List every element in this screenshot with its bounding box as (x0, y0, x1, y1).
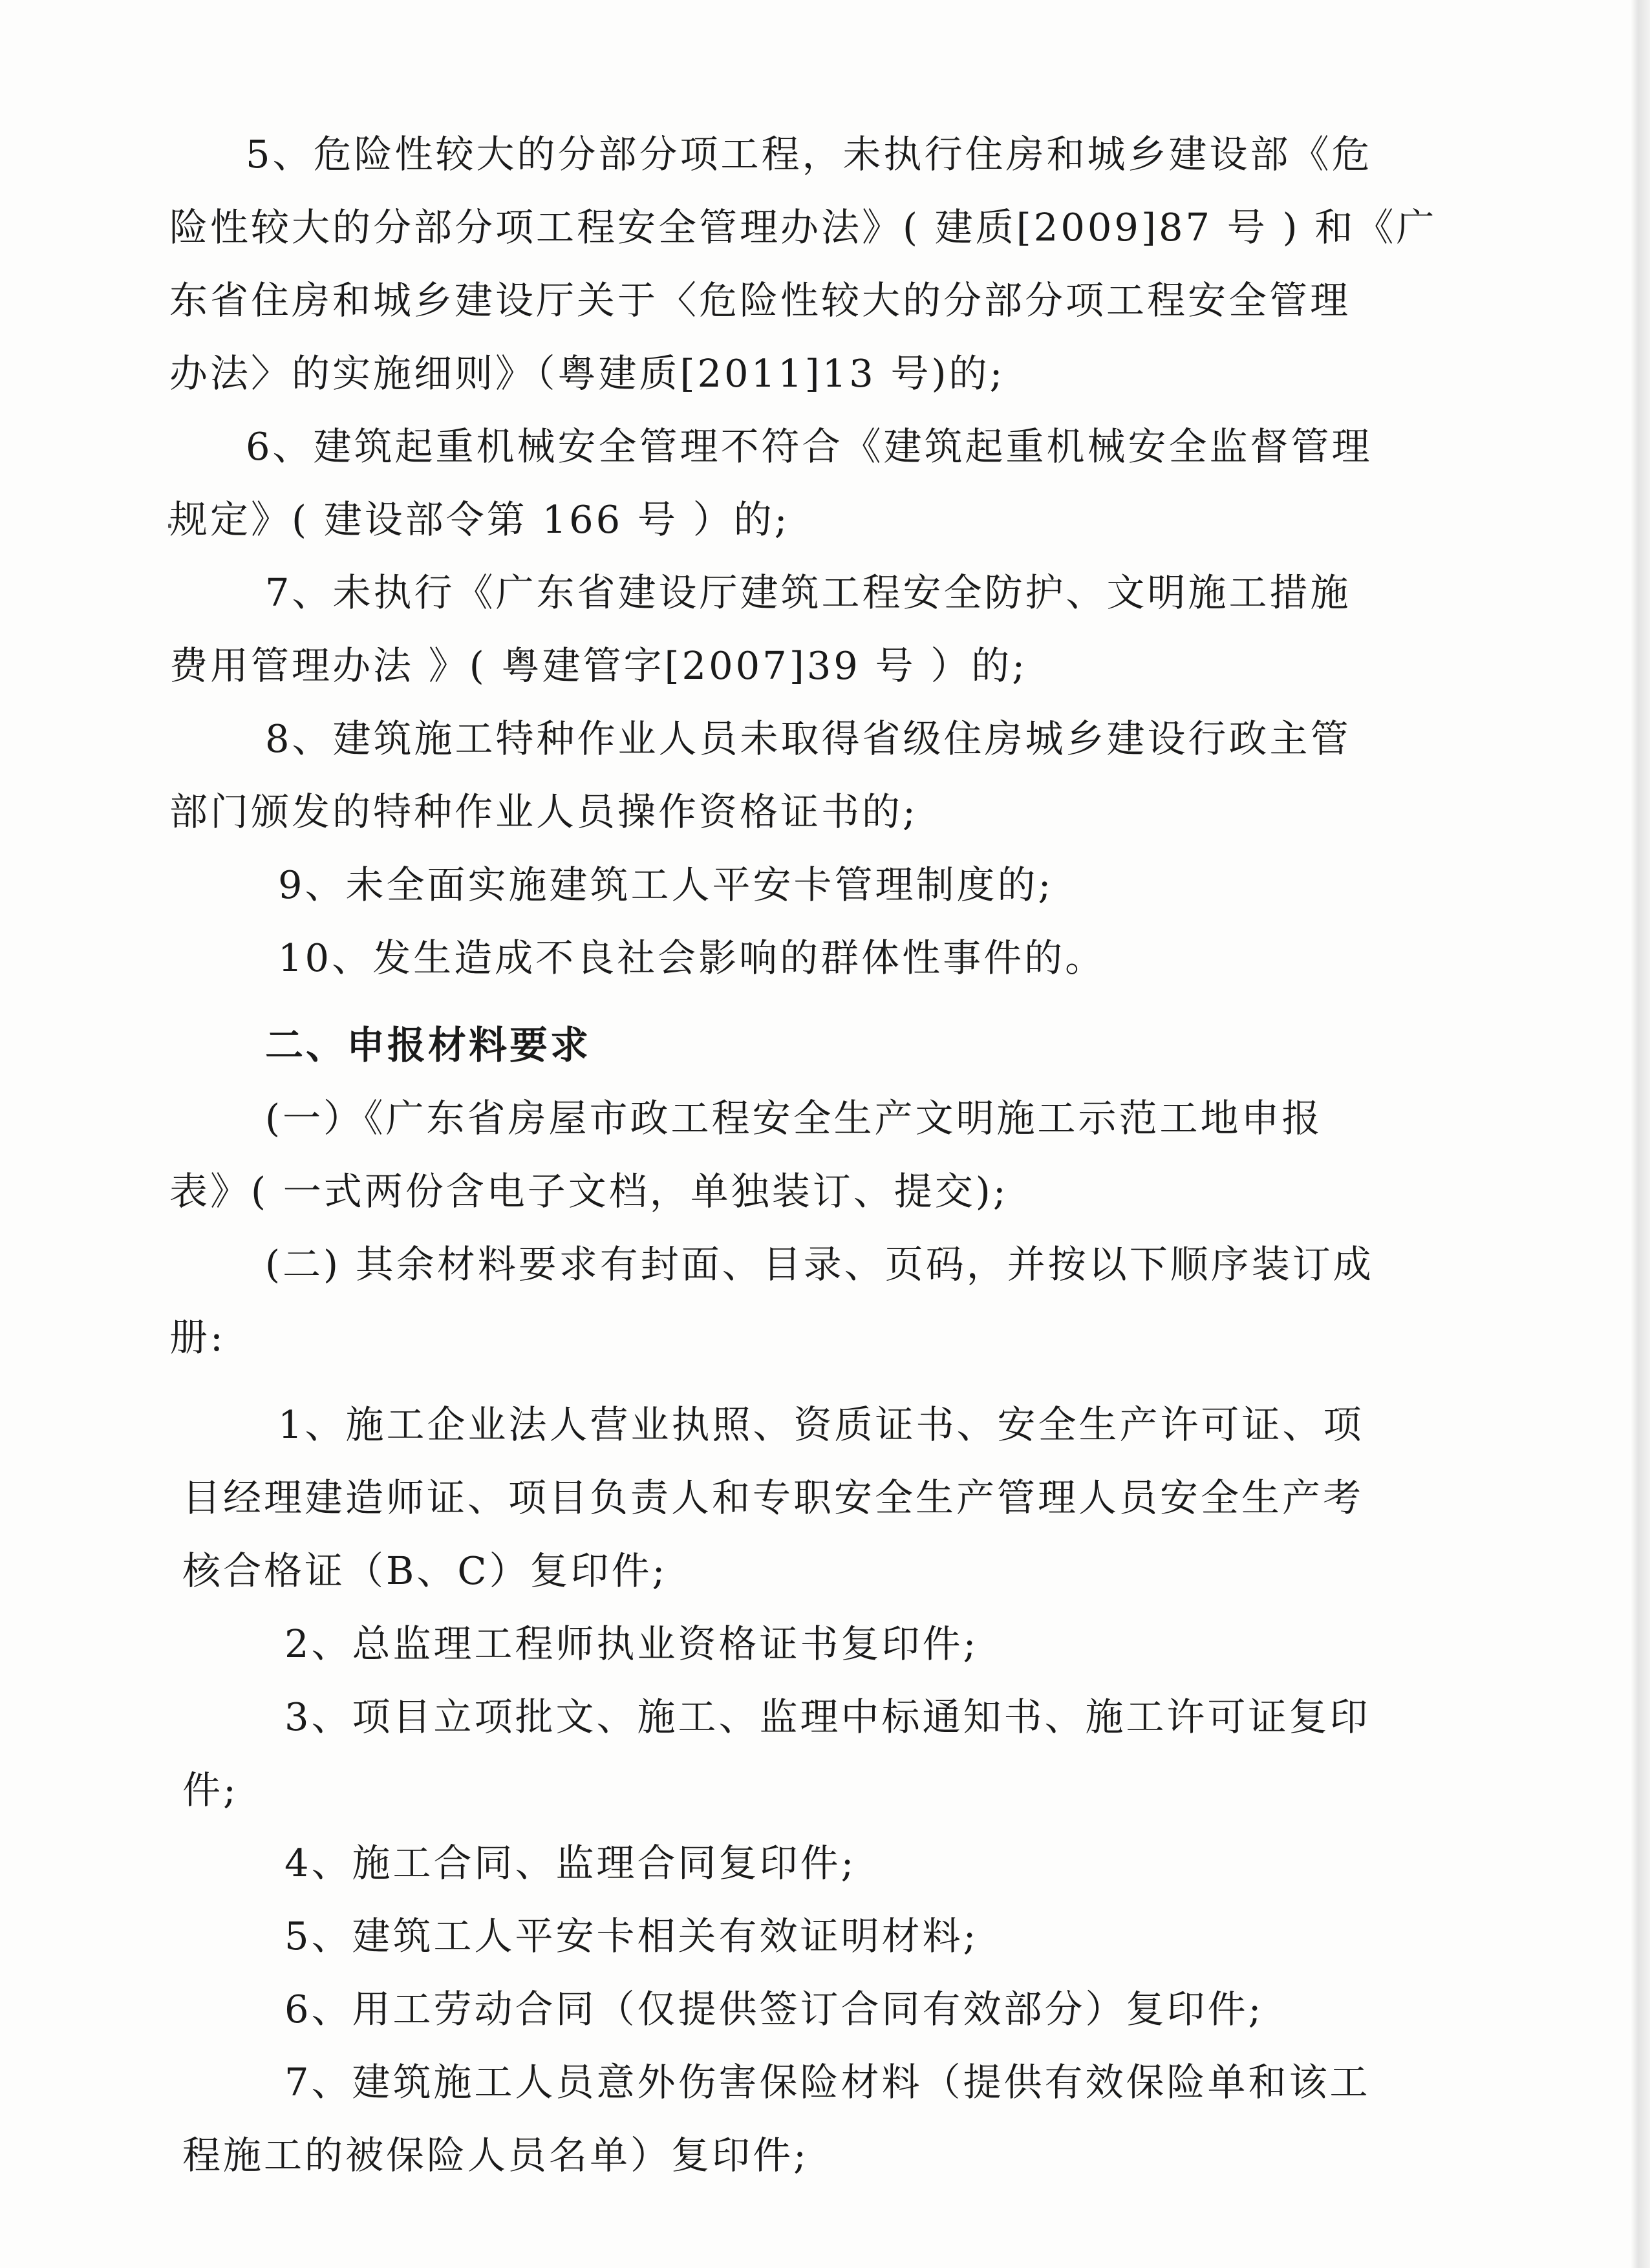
text-line: 费用管理办法 》( 粤建管字[2007]39 号 ）的; (169, 643, 1028, 688)
text-line: 5、危险性较大的分部分项工程，未执行住房和城乡建设部《危 (246, 132, 1373, 177)
text-line: 10、发生造成不良社会影响的群体性事件的。 (278, 936, 1106, 980)
text-line: 程施工的被保险人员名单）复印件; (182, 2133, 809, 2177)
text-line: 2、总监理工程师执业资格证书复印件; (284, 1621, 979, 1666)
text-line: 7、未执行《广东省建设厅建筑工程安全防护、文明施工措施 (265, 570, 1351, 615)
text-line: 规定》( 建设部令第 166 号 ）的; (169, 497, 790, 542)
text-line: 7、建筑施工人员意外伤害保险材料（提供有效保险单和该工 (284, 2060, 1371, 2104)
text-line: 部门颁发的特种作业人员操作资格证书的; (169, 789, 918, 834)
text-line: 6、建筑起重机械安全管理不符合《建筑起重机械安全监督管理 (246, 424, 1373, 469)
section-gap (169, 1374, 1462, 1388)
text-line: (二) 其余材料要求有封面、目录、页码，并按以下顺序装订成 (265, 1242, 1374, 1287)
text-line: (一）《广东省房屋市政工程安全生产文明施工示范工地申报 (265, 1096, 1323, 1140)
text-line: 目经理建造师证、项目负责人和专职安全生产管理人员安全生产考 (182, 1475, 1364, 1520)
text-line: 4、施工合同、监理合同复印件; (284, 1841, 857, 1885)
text-line: 核合格证（B、C）复印件; (182, 1548, 668, 1593)
text-line: 险性较大的分部分项工程安全管理办法》( 建质[2009]87 号 ) 和《广 (169, 205, 1437, 250)
text-line: 表》( 一式两份含电子文档，单独装订、提交); (169, 1169, 1009, 1214)
text-line: 5、建筑工人平安卡相关有效证明材料; (284, 1914, 979, 1958)
text-line: 6、用工劳动合同（仅提供签订合同有效部分）复印件; (284, 1987, 1264, 2031)
text-line: 东省住房和城乡建设厅关于〈危险性较大的分部分项工程安全管理 (169, 278, 1351, 323)
section-gap (169, 994, 1462, 1009)
text-line: 办法〉的实施细则》（粤建质[2011]13 号)的; (169, 351, 1005, 396)
text-line: 3、项目立项批文、施工、监理中标通知书、施工许可证复印 (284, 1695, 1371, 1739)
text-line: 册: (169, 1315, 226, 1360)
section-heading: 二、申报材料要求 (265, 1023, 592, 1067)
text-line: 9、未全面实施建筑工人平安卡管理制度的; (278, 862, 1054, 907)
text-line: 件; (182, 1768, 239, 1812)
document-body (169, 118, 1462, 2192)
text-line: 8、建筑施工特种作业人员未取得省级住房城乡建设行政主管 (265, 716, 1351, 761)
scan-shadow-edge (1631, 0, 1650, 2268)
text-line: 1、施工企业法人营业执照、资质证书、安全生产许可证、项 (278, 1402, 1364, 1447)
